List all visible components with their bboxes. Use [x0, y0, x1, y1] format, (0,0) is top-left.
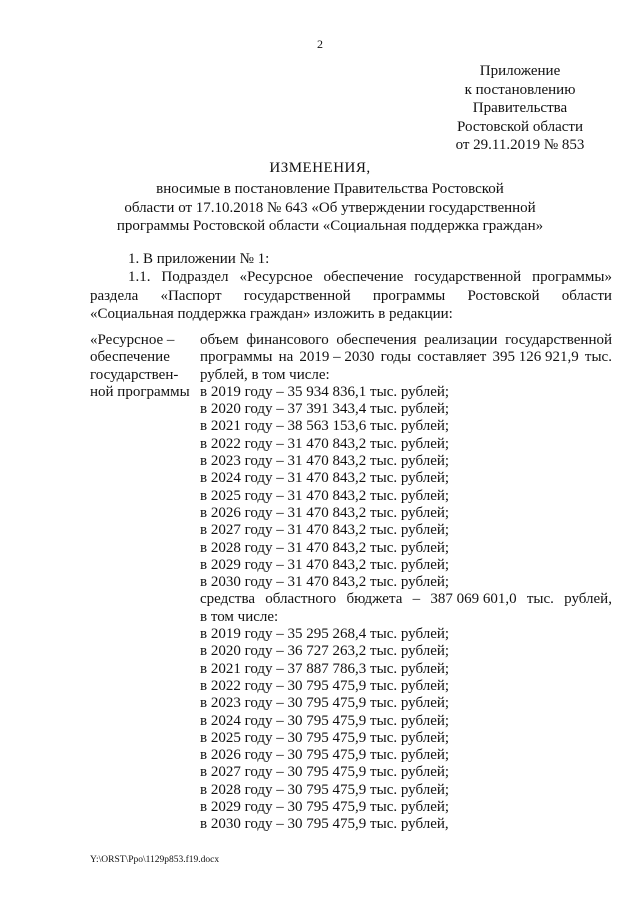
- total-year-line: в 2023 году – 31 470 843,2 тыс. рублей;: [200, 453, 450, 470]
- page-number: 2: [317, 37, 323, 51]
- intro-word: средства: [200, 591, 256, 608]
- subtitle-line: области от 17.10.2018 № 643 «Об утверждении государственной: [124, 199, 536, 216]
- total-year-line: в 2025 году – 31 470 843,2 тыс. рублей;: [200, 487, 450, 504]
- intro-word: рублей,: [564, 591, 612, 608]
- regional-intro-line: [200, 591, 612, 608]
- intro-word: обеспечения: [336, 332, 417, 348]
- regional-year-line: в 2020 году – 36 727 263,2 тыс. рублей;: [200, 643, 450, 660]
- paragraph-word: обеспечение: [323, 269, 404, 285]
- regional-year-line: в 2024 году – 30 795 475,9 тыс. рублей;: [200, 712, 450, 729]
- intro-word: на: [278, 349, 294, 366]
- regional-year-line: в 2025 году – 30 795 475,9 тыс. рублей;: [200, 729, 450, 746]
- label-line: ной программы: [90, 383, 190, 400]
- regional-year-line: в 2026 году – 30 795 475,9 тыс. рублей;: [200, 747, 450, 764]
- appendix-line: от 29.11.2019 № 853: [455, 137, 585, 153]
- appendix-line: к постановлению: [464, 81, 576, 98]
- regional-year-line: в 2030 году – 30 795 475,9 тыс. рублей,: [200, 816, 449, 833]
- regional-year-line: в 2023 году – 30 795 475,9 тыс. рублей;: [200, 695, 450, 712]
- intro-word: годы: [380, 349, 412, 366]
- intro-word: 2019 – 2030: [299, 349, 375, 366]
- intro-word: программы: [200, 349, 273, 366]
- intro-word: тыс.: [526, 591, 554, 608]
- intro-word: государственной: [505, 332, 612, 348]
- appendix-line: Ростовской области: [457, 118, 583, 135]
- paragraph-line: [90, 287, 612, 306]
- point-1-1-paragraph: [90, 268, 612, 324]
- intro-word: тыс.: [584, 349, 612, 366]
- label-line: обеспечение: [90, 349, 170, 366]
- regional-year-line: в 2027 году – 30 795 475,9 тыс. рублей;: [200, 764, 450, 781]
- document-subtitle: [90, 180, 570, 236]
- total-intro-line: [200, 332, 612, 349]
- paragraph-word: «Ресурсное: [239, 269, 313, 285]
- resource-section-content: [200, 332, 612, 834]
- total-year-line: в 2020 году – 37 391 343,4 тыс. рублей;: [200, 401, 450, 418]
- intro-word: областного: [265, 591, 337, 608]
- paragraph-word: области: [561, 287, 612, 304]
- document-title: ИЗМЕНЕНИЯ,: [269, 160, 371, 176]
- paragraph-line: [90, 268, 612, 287]
- total-year-line: в 2019 году – 35 934 836,1 тыс. рублей;: [200, 383, 450, 400]
- intro-word: 395 126 921,9: [492, 349, 579, 366]
- paragraph-word: Ростовской: [467, 287, 540, 304]
- intro-word: составляет: [417, 349, 487, 366]
- total-year-line: в 2021 году – 38 563 153,6 тыс. рублей;: [200, 418, 450, 435]
- regional-year-line: в 2029 году – 30 795 475,9 тыс. рублей;: [200, 799, 450, 816]
- subtitle-line: программы Ростовской области «Социальная поддержка граждан»: [116, 218, 544, 234]
- total-year-line: в 2026 году – 31 470 843,2 тыс. рублей;: [200, 504, 450, 521]
- total-year-line: в 2024 году – 31 470 843,2 тыс. рублей;: [200, 470, 450, 487]
- intro-word: –: [412, 591, 421, 608]
- subtitle-line: вносимые в постановление Правительства Ростовской: [156, 181, 504, 197]
- paragraph-word: «Паспорт: [160, 287, 222, 304]
- regional-year-line: в 2021 году – 37 887 786,3 тыс. рублей;: [200, 660, 450, 677]
- label-line: «Ресурсное –: [90, 332, 175, 348]
- intro-word: 387 069 601,0: [430, 591, 517, 608]
- regional-year-line: в 2019 году – 35 295 268,4 тыс. рублей;: [200, 626, 450, 643]
- intro-word: финансового: [246, 332, 329, 348]
- total-year-line: в 2030 году – 31 470 843,2 тыс. рублей;: [200, 574, 450, 591]
- appendix-line: Приложение: [479, 63, 561, 79]
- paragraph-word: программы»: [532, 269, 612, 285]
- intro-word: реализации: [424, 332, 498, 348]
- appendix-header: [440, 62, 600, 155]
- regional-intro-line: в том числе:: [200, 608, 279, 625]
- paragraph-word: раздела: [90, 287, 139, 304]
- label-line: государствен-: [90, 366, 179, 383]
- paragraph-word: 1.1.: [128, 269, 151, 285]
- point-1-heading: 1. В приложении № 1:: [128, 251, 270, 267]
- intro-word: объем: [200, 332, 239, 348]
- resource-section-label: [90, 332, 198, 401]
- total-year-line: в 2027 году – 31 470 843,2 тыс. рублей;: [200, 522, 450, 539]
- total-year-line: в 2028 году – 31 470 843,2 тыс. рублей;: [200, 539, 450, 556]
- intro-word: бюджета: [346, 591, 403, 608]
- total-year-line: в 2029 году – 31 470 843,2 тыс. рублей;: [200, 556, 450, 573]
- paragraph-word: государственной: [243, 287, 351, 304]
- paragraph-word: Подраздел: [161, 269, 229, 285]
- paragraph-word: государственной: [414, 269, 522, 285]
- total-intro-line: [200, 349, 612, 366]
- regional-year-line: в 2022 году – 30 795 475,9 тыс. рублей;: [200, 677, 450, 694]
- total-year-line: в 2022 году – 31 470 843,2 тыс. рублей;: [200, 435, 450, 452]
- paragraph-word: программы: [372, 287, 446, 304]
- total-intro-line: рублей, в том числе:: [200, 366, 330, 383]
- appendix-line: Правительства: [472, 100, 568, 116]
- paragraph-line: «Социальная поддержка граждан» изложить в редакции:: [90, 306, 453, 322]
- regional-year-line: в 2028 году – 30 795 475,9 тыс. рублей;: [200, 781, 450, 798]
- footer-file-path: Y:\ORST\Ppo\1129p853.f19.docx: [90, 855, 220, 865]
